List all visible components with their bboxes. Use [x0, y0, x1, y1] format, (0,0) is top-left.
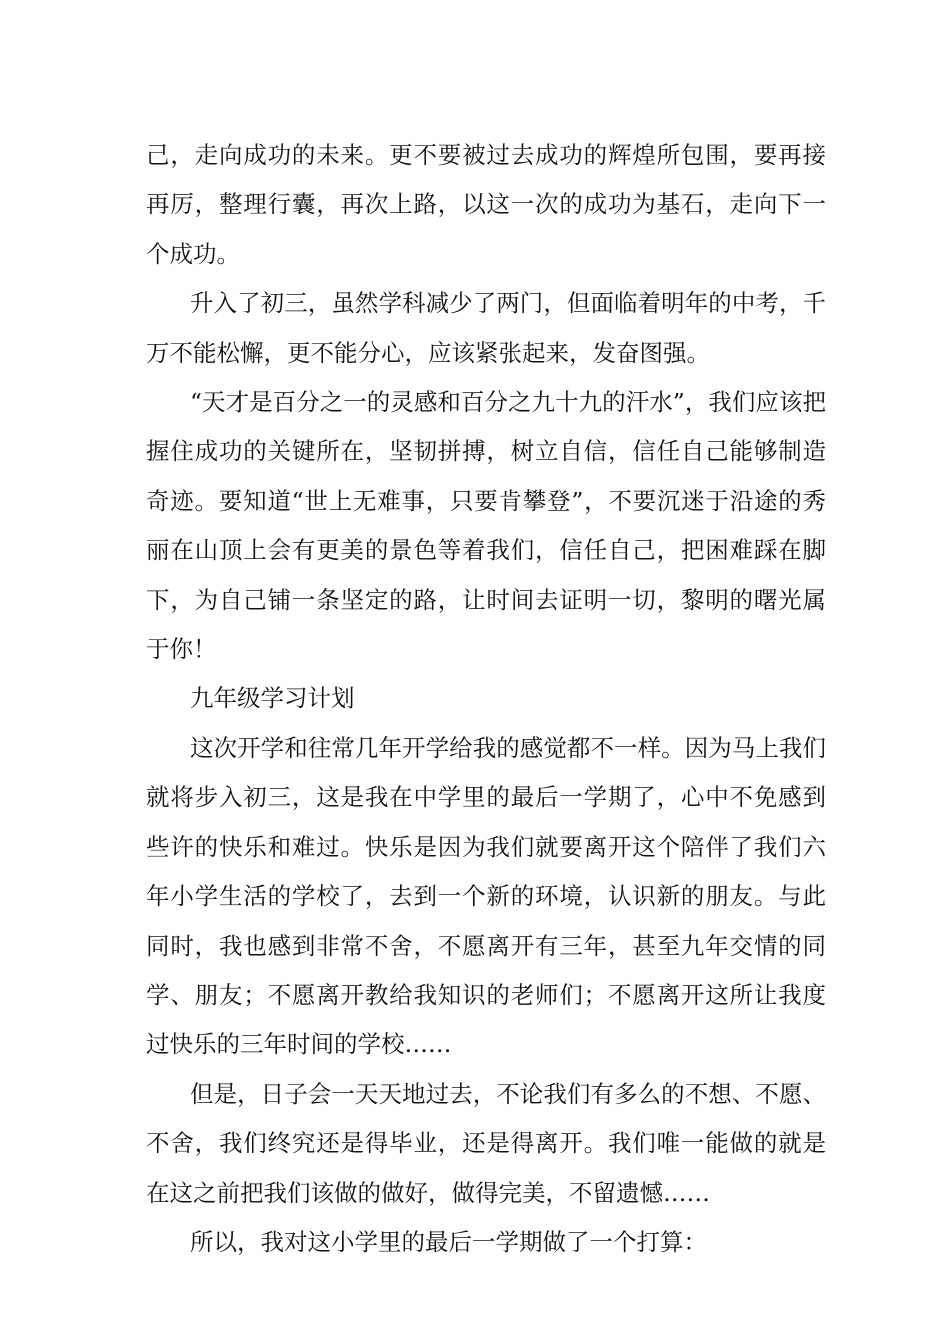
section-heading: 九年级学习计划: [190, 684, 355, 713]
paragraph-plan-intro: 所以，我对这小学里的最后一学期做了一个打算：: [190, 1227, 707, 1256]
paragraph-continuation: 己，走向成功的未来。更不要被过去成功的辉煌所包围，要再接再厉，整理行囊，再次上路，以这一次的成功为基石，走向下一个成功。: [146, 141, 826, 268]
paragraph-grade-three: 升入了初三，虽然学科减少了两门，但面临着明年的中考，千万不能松懈，更不能分心，应该紧张起来，发奋图强。: [146, 289, 826, 367]
paragraph-days-pass: 但是，日子会一天天地过去，不论我们有多么的不想、不愿、不舍，我们终究还是得毕业，还是得离开。我们唯一能做的就是在这之前把我们该做的做好，做得完美，不留遗憾……: [146, 1079, 826, 1207]
paragraph-genius-quote: “天才是百分之一的灵感和百分之九十九的汗水”，我们应该把握住成功的关键所在，坚韧拼搏，树立自信，信任自己能够制造奇迹。要知道“世上无难事，只要肯攀登”，不要沉迷于沿途的秀丽在山顶上会有更美的景色等着我们，信任自己，把困难踩在脚下，为自己铺一条坚定的路，让时间去证明一切，黎明的曙光属于你！: [146, 388, 826, 664]
document-body: [146, 131, 826, 1267]
paragraph-new-semester: 这次开学和往常几年开学给我的感觉都不一样。因为马上我们就将步入初三，这是我在中学里的最后一学期了，心中不免感到些许的快乐和难过。快乐是因为我们就要离开这个陪伴了我们六年小学生活的学校了，去到一个新的环境，认识新的朋友。与此同时，我也感到非常不舍，不愿离开有三年，甚至九年交情的同学、朋友；不愿离开教给我知识的老师们；不愿离开这所让我度过快乐的三年时间的学校……: [146, 733, 826, 1059]
